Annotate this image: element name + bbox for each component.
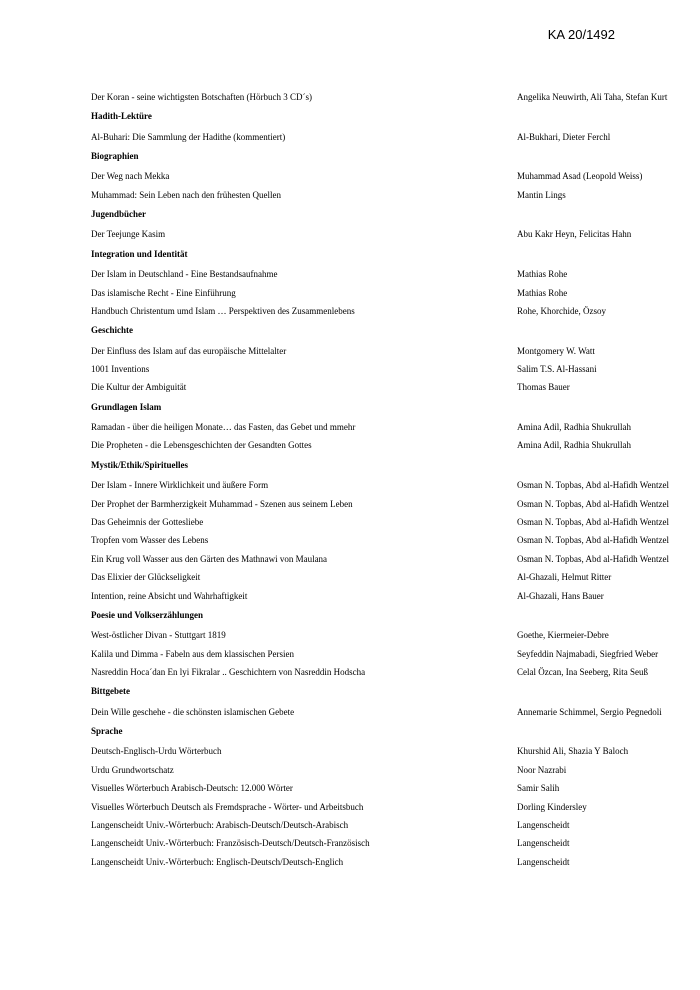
book-author: Abu Kakr Heyn, Felicitas Hahn xyxy=(517,229,632,240)
section xyxy=(91,204,691,244)
book-entry xyxy=(91,779,691,797)
section-heading: Poesie und Volkserzählungen xyxy=(91,609,204,620)
book-entry xyxy=(91,853,691,871)
section xyxy=(91,397,691,455)
book-title: Die Kultur der Ambiguität xyxy=(91,382,187,393)
section-heading: Geschichte xyxy=(91,325,133,336)
book-title: Urdu Grundwortschatz xyxy=(91,764,174,775)
section-heading: Integration und Identität xyxy=(91,248,188,259)
book-author: Osman N. Topbas, Abd al-Hafidh Wentzel xyxy=(517,535,670,546)
book-entry xyxy=(91,418,691,436)
section-heading: Mystik/Ethik/Spirituelles xyxy=(91,459,189,470)
book-entry xyxy=(91,378,691,396)
book-entry xyxy=(91,587,691,605)
book-author: Amina Adil, Radhia Shukrullah xyxy=(517,422,631,433)
book-title: Intention, reine Absicht und Wahrhaftigkeit xyxy=(91,590,248,601)
book-entry xyxy=(91,302,691,320)
book-title: Langenscheidt Univ.-Wörterbuch: Englisch-Deutsch/Deutsch-Englich xyxy=(91,856,344,867)
book-entry xyxy=(91,703,691,721)
section xyxy=(91,605,691,681)
book-author: Osman N. Topbas, Abd al-Hafidh Wentzel xyxy=(517,516,670,527)
book-author: Langenscheidt xyxy=(517,819,570,830)
book-author: Amina Adil, Radhia Shukrullah xyxy=(517,440,631,451)
book-entry xyxy=(91,265,691,283)
book-author: Angelika Neuwirth, Ali Taha, Stefan Kurt xyxy=(517,92,668,102)
book-entry xyxy=(91,167,691,185)
book-entry xyxy=(91,513,691,531)
book-title: Die Propheten - die Lebensgeschichten der Gesandten Gottes xyxy=(91,440,312,451)
book-title: Muhammad: Sein Leben nach den frühesten Quellen xyxy=(91,189,281,200)
book-title: Ramadan - über die heiligen Monate… das Fasten, das Gebet und mmehr xyxy=(91,422,356,433)
section-heading: Hadith-Lektüre xyxy=(91,111,152,122)
book-title: Dein Wille geschehe - die schönsten islamischen Gebete xyxy=(91,706,295,717)
book-entry xyxy=(91,476,691,494)
book-title: Der Weg nach Mekka xyxy=(91,171,170,182)
book-title: Das islamische Recht - Eine Einführung xyxy=(91,287,236,298)
book-title: Der Islam in Deutschland - Eine Bestandsaufnahme xyxy=(91,269,278,280)
book-author: Dorling Kindersley xyxy=(517,801,587,812)
book-title: Handbuch Christentum umd Islam … Perspektiven des Zusammenlebens xyxy=(91,305,355,316)
book-entry xyxy=(91,342,691,360)
book-author: Langenscheidt xyxy=(517,856,570,867)
sections xyxy=(91,106,691,871)
book-author: Al-Ghazali, Hans Bauer xyxy=(517,590,604,601)
book-author: Osman N. Topbas, Abd al-Hafidh Wentzel xyxy=(517,498,670,509)
book-title: Der Islam - Innere Wirklichkeit und äußere Form xyxy=(91,480,269,491)
book-list xyxy=(91,88,691,871)
book-title: Das Geheimnis der Gottesliebe xyxy=(91,516,204,527)
section xyxy=(91,681,691,721)
book-title: Langenscheidt Univ.-Wörterbuch: Arabisch-Deutsch/Deutsch-Arabisch xyxy=(91,819,349,830)
document-reference: KA 20/1492 xyxy=(547,27,615,42)
book-entry xyxy=(91,128,691,146)
book-author: Samir Salih xyxy=(517,783,560,794)
book-entry xyxy=(91,798,691,816)
book-title: Der Koran - seine wichtigsten Botschaften (Hörbuch 3 CD´s) xyxy=(91,92,312,102)
book-author: Khurshid Ali, Shazia Y Baloch xyxy=(517,746,629,757)
section xyxy=(91,106,691,146)
book-author: Noor Nazrabi xyxy=(517,764,567,775)
book-entry xyxy=(91,626,691,644)
book-author: Langenscheidt xyxy=(517,838,570,849)
book-author: Montgomery W. Watt xyxy=(517,345,595,356)
book-author: Annemarie Schimmel, Sergio Pegnedoli xyxy=(517,706,662,717)
book-entry xyxy=(91,360,691,378)
book-entry xyxy=(91,186,691,204)
book-author: Muhammad Asad (Leopold Weiss) xyxy=(517,171,643,182)
book-entry xyxy=(91,742,691,760)
book-author: Mathias Rohe xyxy=(517,269,568,280)
book-author: Celal Özcan, Ina Seeberg, Rita Seuß xyxy=(517,666,649,677)
section xyxy=(91,244,691,320)
book-title: Ein Krug voll Wasser aus den Gärten des Mathnawi von Maulana xyxy=(91,553,328,564)
book-author: Goethe, Kiermeier-Debre xyxy=(517,630,609,641)
book-title: Der Prophet der Barmherzigkeit Muhammad - Szenen aus seinem Leben xyxy=(91,498,353,509)
book-entry xyxy=(91,436,691,454)
book-entry xyxy=(91,495,691,513)
book-title: West-östlicher Divan - Stuttgart 1819 xyxy=(91,630,226,641)
book-author: Rohe, Khorchide, Özsoy xyxy=(517,305,606,316)
book-title: Das Elixier der Glückseligkeit xyxy=(91,572,201,583)
book-author: Mantin Lings xyxy=(517,189,566,200)
book-title: Tropfen vom Wasser des Lebens xyxy=(91,535,209,546)
section-heading: Jugendbücher xyxy=(91,209,147,220)
section-heading: Biographien xyxy=(91,151,139,162)
section xyxy=(91,320,691,396)
book-title: Kalila und Dimma - Fabeln aus dem klassischen Persien xyxy=(91,648,294,659)
book-title: Al-Buhari: Die Sammlung der Hadithe (kommentiert) xyxy=(91,131,286,142)
section xyxy=(91,721,691,871)
book-entry xyxy=(91,663,691,681)
section-heading: Grundlagen Islam xyxy=(91,401,162,412)
book-author: Al-Ghazali, Helmut Ritter xyxy=(517,572,612,583)
book-title: Visuelles Wörterbuch Deutsch als Fremdsprache - Wörter- und Arbeitsbuch xyxy=(91,801,364,812)
book-title: Langenscheidt Univ.-Wörterbuch: Französisch-Deutsch/Deutsch-Französisch xyxy=(91,838,370,849)
section xyxy=(91,455,691,605)
section-heading: Bittgebete xyxy=(91,686,130,697)
book-entry xyxy=(91,550,691,568)
book-title: Visuelles Wörterbuch Arabisch-Deutsch: 12.000 Wörter xyxy=(91,783,293,794)
book-title: Der Einfluss des Islam auf das europäische Mittelalter xyxy=(91,345,287,356)
book-entry xyxy=(91,568,691,586)
book-title: 1001 Inventions xyxy=(91,364,150,374)
book-entry xyxy=(91,531,691,549)
book-author: Al-Bukhari, Dieter Ferchl xyxy=(517,131,611,142)
book-entry xyxy=(91,225,691,243)
section xyxy=(91,146,691,204)
book-title: Deutsch-Englisch-Urdu Wörterbuch xyxy=(91,746,222,757)
book-author: Osman N. Topbas, Abd al-Hafidh Wentzel xyxy=(517,553,670,564)
intro-entries xyxy=(91,88,691,106)
book-author: Thomas Bauer xyxy=(517,382,570,393)
book-entry xyxy=(91,816,691,834)
book-author: Mathias Rohe xyxy=(517,287,568,298)
book-author: Seyfeddin Najmabadi, Siegfried Weber xyxy=(517,648,659,659)
book-title: Nasreddin Hoca´dan En lyi Fikralar .. Geschichtern von Nasreddin Hodscha xyxy=(91,666,366,677)
book-entry xyxy=(91,645,691,663)
book-title: Der Teejunge Kasim xyxy=(91,229,166,240)
book-author: Osman N. Topbas, Abd al-Hafidh Wentzel xyxy=(517,480,670,491)
book-author: Salim T.S. Al-Hassani xyxy=(517,364,597,374)
section-heading: Sprache xyxy=(91,726,123,737)
book-entry xyxy=(91,834,691,852)
book-entry xyxy=(91,761,691,779)
book-entry xyxy=(91,88,691,106)
book-entry xyxy=(91,284,691,302)
